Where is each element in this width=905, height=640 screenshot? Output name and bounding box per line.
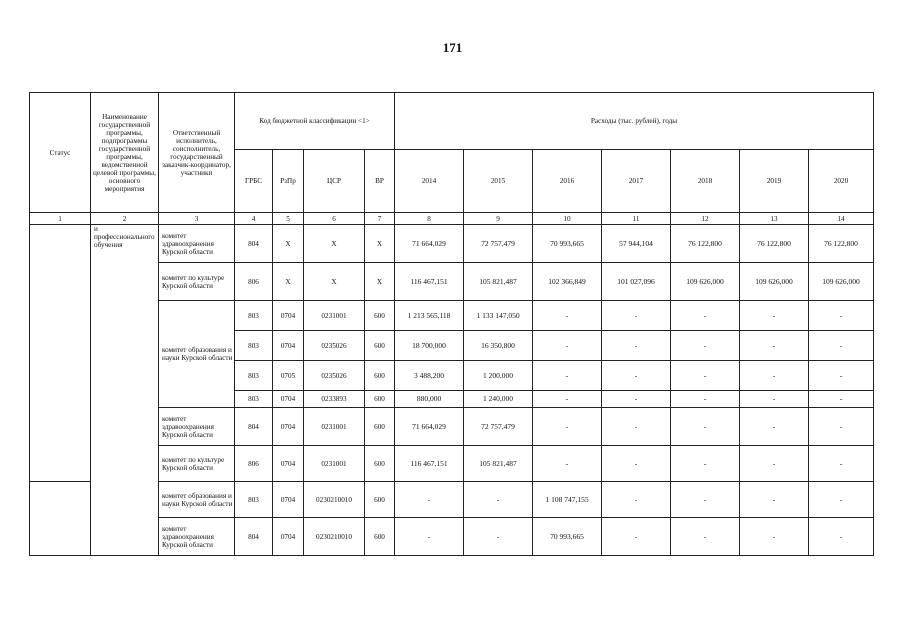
csr-cell: 0231001 [304,408,365,446]
value-cell: - [740,301,809,331]
value-cell: - [602,391,671,408]
header-budget-code: Код бюджетной классификации <1> [235,93,395,150]
column-number: 12 [671,213,740,225]
vr-cell: 600 [365,391,395,408]
column-number: 14 [809,213,874,225]
grbs-cell: 803 [235,301,273,331]
value-cell: 1 240,000 [464,391,533,408]
responsible-cell: комитет здравоохранения Курской области [159,408,235,446]
status-cell [30,482,91,556]
value-cell: - [671,446,740,482]
value-cell: - [602,518,671,556]
rzpr-cell: 0705 [273,361,304,391]
value-cell: 71 664,029 [395,225,464,263]
column-number: 6 [304,213,365,225]
value-cell: 880,000 [395,391,464,408]
value-cell: - [671,482,740,518]
value-cell: - [671,518,740,556]
header-program-name: Наименование государственной программы, подпрограммы государственной программы, ведомственной целевой программы, основного мероприятия [91,93,159,213]
column-number: 4 [235,213,273,225]
header-rzpr: РзПр [273,150,304,213]
value-cell: 76 122,800 [671,225,740,263]
value-cell: - [809,408,874,446]
value-cell: 1 133 147,050 [464,301,533,331]
rzpr-cell: 0704 [273,391,304,408]
status-cell [30,225,91,482]
rzpr-cell: X [273,225,304,263]
value-cell: - [395,482,464,518]
grbs-cell: 803 [235,482,273,518]
grbs-cell: 803 [235,361,273,391]
value-cell: 72 757,479 [464,225,533,263]
csr-cell: 0233893 [304,391,365,408]
header-year: 2015 [464,150,533,213]
column-number: 5 [273,213,304,225]
value-cell: - [464,518,533,556]
value-cell: - [740,518,809,556]
value-cell: - [533,408,602,446]
value-cell: - [602,301,671,331]
value-cell: 70 993,665 [533,518,602,556]
table-row [30,225,874,263]
vr-cell: 600 [365,331,395,361]
value-cell: - [671,361,740,391]
header-year: 2020 [809,150,874,213]
value-cell: 3 488,200 [395,361,464,391]
rzpr-cell: 0704 [273,331,304,361]
grbs-cell: 803 [235,391,273,408]
column-number: 11 [602,213,671,225]
header-year: 2016 [533,150,602,213]
vr-cell: 600 [365,408,395,446]
value-cell: 101 027,096 [602,263,671,301]
vr-cell: 600 [365,482,395,518]
responsible-cell: комитет здравоохранения Курской области [159,518,235,556]
rzpr-cell: 0704 [273,518,304,556]
column-number: 13 [740,213,809,225]
value-cell: - [740,391,809,408]
value-cell: - [464,482,533,518]
column-number-row [30,213,874,225]
value-cell: - [533,446,602,482]
vr-cell: 600 [365,446,395,482]
csr-cell: 0230210010 [304,518,365,556]
value-cell: - [602,482,671,518]
value-cell: - [740,446,809,482]
column-number: 1 [30,213,91,225]
column-number: 9 [464,213,533,225]
grbs-cell: 803 [235,331,273,361]
rzpr-cell: 0704 [273,482,304,518]
value-cell: 109 626,000 [809,263,874,301]
grbs-cell: 804 [235,518,273,556]
rzpr-cell: X [273,263,304,301]
grbs-cell: 804 [235,408,273,446]
value-cell: - [740,361,809,391]
value-cell: 105 821,487 [464,446,533,482]
header-year: 2014 [395,150,464,213]
header-year: 2017 [602,150,671,213]
responsible-cell: комитет по культуре Курской области [159,263,235,301]
value-cell: 105 821,487 [464,263,533,301]
vr-cell: 600 [365,361,395,391]
csr-cell: 0235026 [304,331,365,361]
program-name-cell: и профессионального обучения [91,225,159,556]
value-cell: - [740,408,809,446]
value-cell: 18 700,000 [395,331,464,361]
value-cell: - [533,331,602,361]
value-cell: - [809,518,874,556]
header-grbs: ГРБС [235,150,273,213]
grbs-cell: 804 [235,225,273,263]
header-vr: ВР [365,150,395,213]
value-cell: 109 626,000 [740,263,809,301]
column-number: 8 [395,213,464,225]
rzpr-cell: 0704 [273,446,304,482]
value-cell: - [740,331,809,361]
table-header [30,93,874,225]
page-number: 171 [442,40,463,55]
value-cell: 16 350,800 [464,331,533,361]
grbs-cell: 806 [235,446,273,482]
budget-table [29,92,874,556]
value-cell: 72 757,479 [464,408,533,446]
header-year: 2018 [671,150,740,213]
value-cell: - [809,301,874,331]
column-number: 10 [533,213,602,225]
header-responsible: Ответственный исполнитель, соисполнитель, государственный заказчик-координатор, участники [159,93,235,213]
value-cell: - [809,482,874,518]
value-cell: - [671,391,740,408]
value-cell: - [533,361,602,391]
value-cell: 116 467,151 [395,263,464,301]
value-cell: 116 467,151 [395,446,464,482]
value-cell: 102 366,849 [533,263,602,301]
value-cell: 76 122,800 [809,225,874,263]
column-number: 2 [91,213,159,225]
csr-cell: 0231001 [304,301,365,331]
table-body [30,225,874,556]
header-year: 2019 [740,150,809,213]
rzpr-cell: 0704 [273,408,304,446]
vr-cell: 600 [365,301,395,331]
value-cell: 57 944,104 [602,225,671,263]
value-cell: - [809,391,874,408]
csr-cell: 0235026 [304,361,365,391]
value-cell: 76 122,800 [740,225,809,263]
value-cell: - [671,408,740,446]
header-csr: ЦСР [304,150,365,213]
vr-cell: 600 [365,518,395,556]
value-cell: 1 213 565,118 [395,301,464,331]
value-cell: - [809,331,874,361]
grbs-cell: 806 [235,263,273,301]
value-cell: - [602,331,671,361]
responsible-cell: комитет здравоохранения Курской области [159,225,235,263]
column-number: 3 [159,213,235,225]
csr-cell: X [304,263,365,301]
value-cell: - [602,361,671,391]
value-cell: - [533,391,602,408]
value-cell: - [602,408,671,446]
header-expenses: Расходы (тыс. рублей), годы [395,93,874,150]
value-cell: 1 200,000 [464,361,533,391]
value-cell: 71 664,029 [395,408,464,446]
value-cell: - [671,331,740,361]
value-cell: 70 993,665 [533,225,602,263]
csr-cell: 0231001 [304,446,365,482]
csr-cell: X [304,225,365,263]
value-cell: - [602,446,671,482]
value-cell: - [533,301,602,331]
column-number: 7 [365,213,395,225]
value-cell: - [809,446,874,482]
value-cell: 109 626,000 [671,263,740,301]
value-cell: - [809,361,874,391]
vr-cell: X [365,263,395,301]
value-cell: - [740,482,809,518]
vr-cell: X [365,225,395,263]
value-cell: - [671,301,740,331]
header-status: Статус [30,93,91,213]
responsible-cell: комитет по культуре Курской области [159,446,235,482]
rzpr-cell: 0704 [273,301,304,331]
responsible-cell: комитет образования и науки Курской области [159,482,235,518]
value-cell: 1 108 747,155 [533,482,602,518]
value-cell: - [395,518,464,556]
responsible-cell: комитет образования и науки Курской области [159,301,235,408]
csr-cell: 0230210010 [304,482,365,518]
